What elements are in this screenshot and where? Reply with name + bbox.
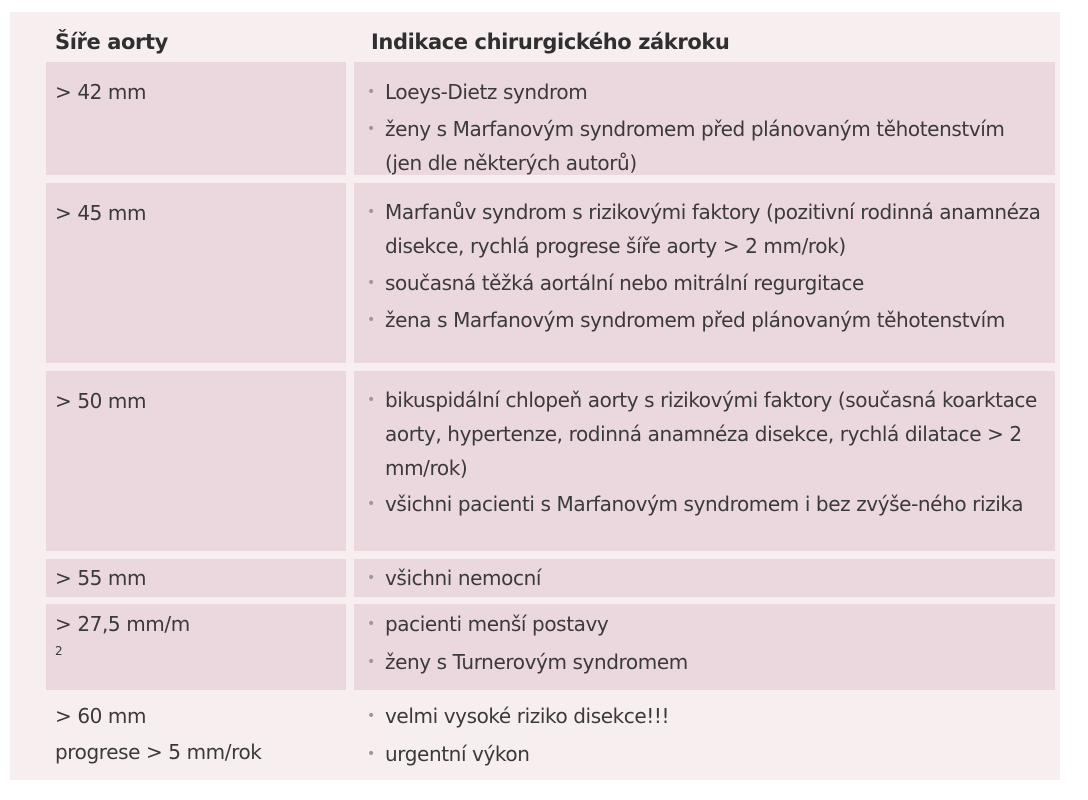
list-item: • žena s Marfanovým syndromem před plánovaným těhotenstvím [362,303,1042,337]
bullet-icon: • [367,312,375,328]
indication-table [10,12,1060,780]
aorta-width-value: > 45 mm [55,201,147,225]
aorta-width-value: > 50 mm [55,389,147,413]
header-aorta-width: Šíře aorty [55,30,168,54]
list-item: • bikuspidální chlopeň aorty s rizikovými faktory (současná koarktace aorty, hypertenze, rodinná anamnéza disekce, rychlá dilatace > 2 mm/rok) [362,383,1042,485]
list-item: • urgentní výkon [362,736,1042,772]
header-surgery-indication: Indikace chirurgického zákroku [371,30,730,54]
bullet-icon: • [367,570,375,586]
aorta-width-value: > 42 mm [55,80,147,104]
bullet-icon: • [367,616,375,632]
table-row [10,559,1060,597]
table-row [10,183,1060,363]
indication-list [362,74,1042,182]
bullet-icon: • [367,204,375,220]
list-item: • všichni nemocní [362,560,1042,596]
aorta-width-value: > 60 mm progrese > 5 mm/rok [55,704,262,764]
bullet-icon: • [367,392,375,408]
indication-list [362,195,1042,339]
indication-list [362,560,1042,598]
table-header [10,12,1060,62]
aorta-width-value: > 27,5 mm/m $^2$ [55,612,190,658]
list-item: • ženy s Turnerovým syndromem [362,644,1042,680]
aorta-width-value: > 55 mm [55,566,147,590]
table-row [10,371,1060,551]
indication-list [362,698,1042,774]
list-item: • velmi vysoké riziko disekce!!! [362,698,1042,734]
bullet-icon: • [367,275,375,291]
table-row [10,62,1060,175]
bullet-icon: • [367,84,375,100]
bullet-icon: • [367,708,375,724]
bullet-icon: • [367,121,375,137]
bullet-icon: • [367,496,375,512]
list-item: • pacienti menší postavy [362,606,1042,642]
list-item: • Marfanův syndrom s rizikovými faktory (pozitivní rodinná anamnéza disekce, rychlá progrese šíře aorty > 2 mm/rok) [362,195,1042,263]
bullet-icon: • [367,746,375,762]
indication-list [362,606,1042,682]
list-item: • všichni pacienti s Marfanovým syndromem i bez zvýše-ného rizika [362,487,1042,521]
list-item: • současná těžká aortální nebo mitrální regurgitace [362,265,1042,301]
indication-list [362,383,1042,523]
table-row [10,604,1060,690]
table-row [10,690,1060,780]
bullet-icon: • [367,654,375,670]
list-item: • ženy s Marfanovým syndromem před plánovaným těhotenstvím (jen dle některých autorů) [362,112,1042,180]
list-item: • Loeys-Dietz syndrom [362,74,1042,110]
